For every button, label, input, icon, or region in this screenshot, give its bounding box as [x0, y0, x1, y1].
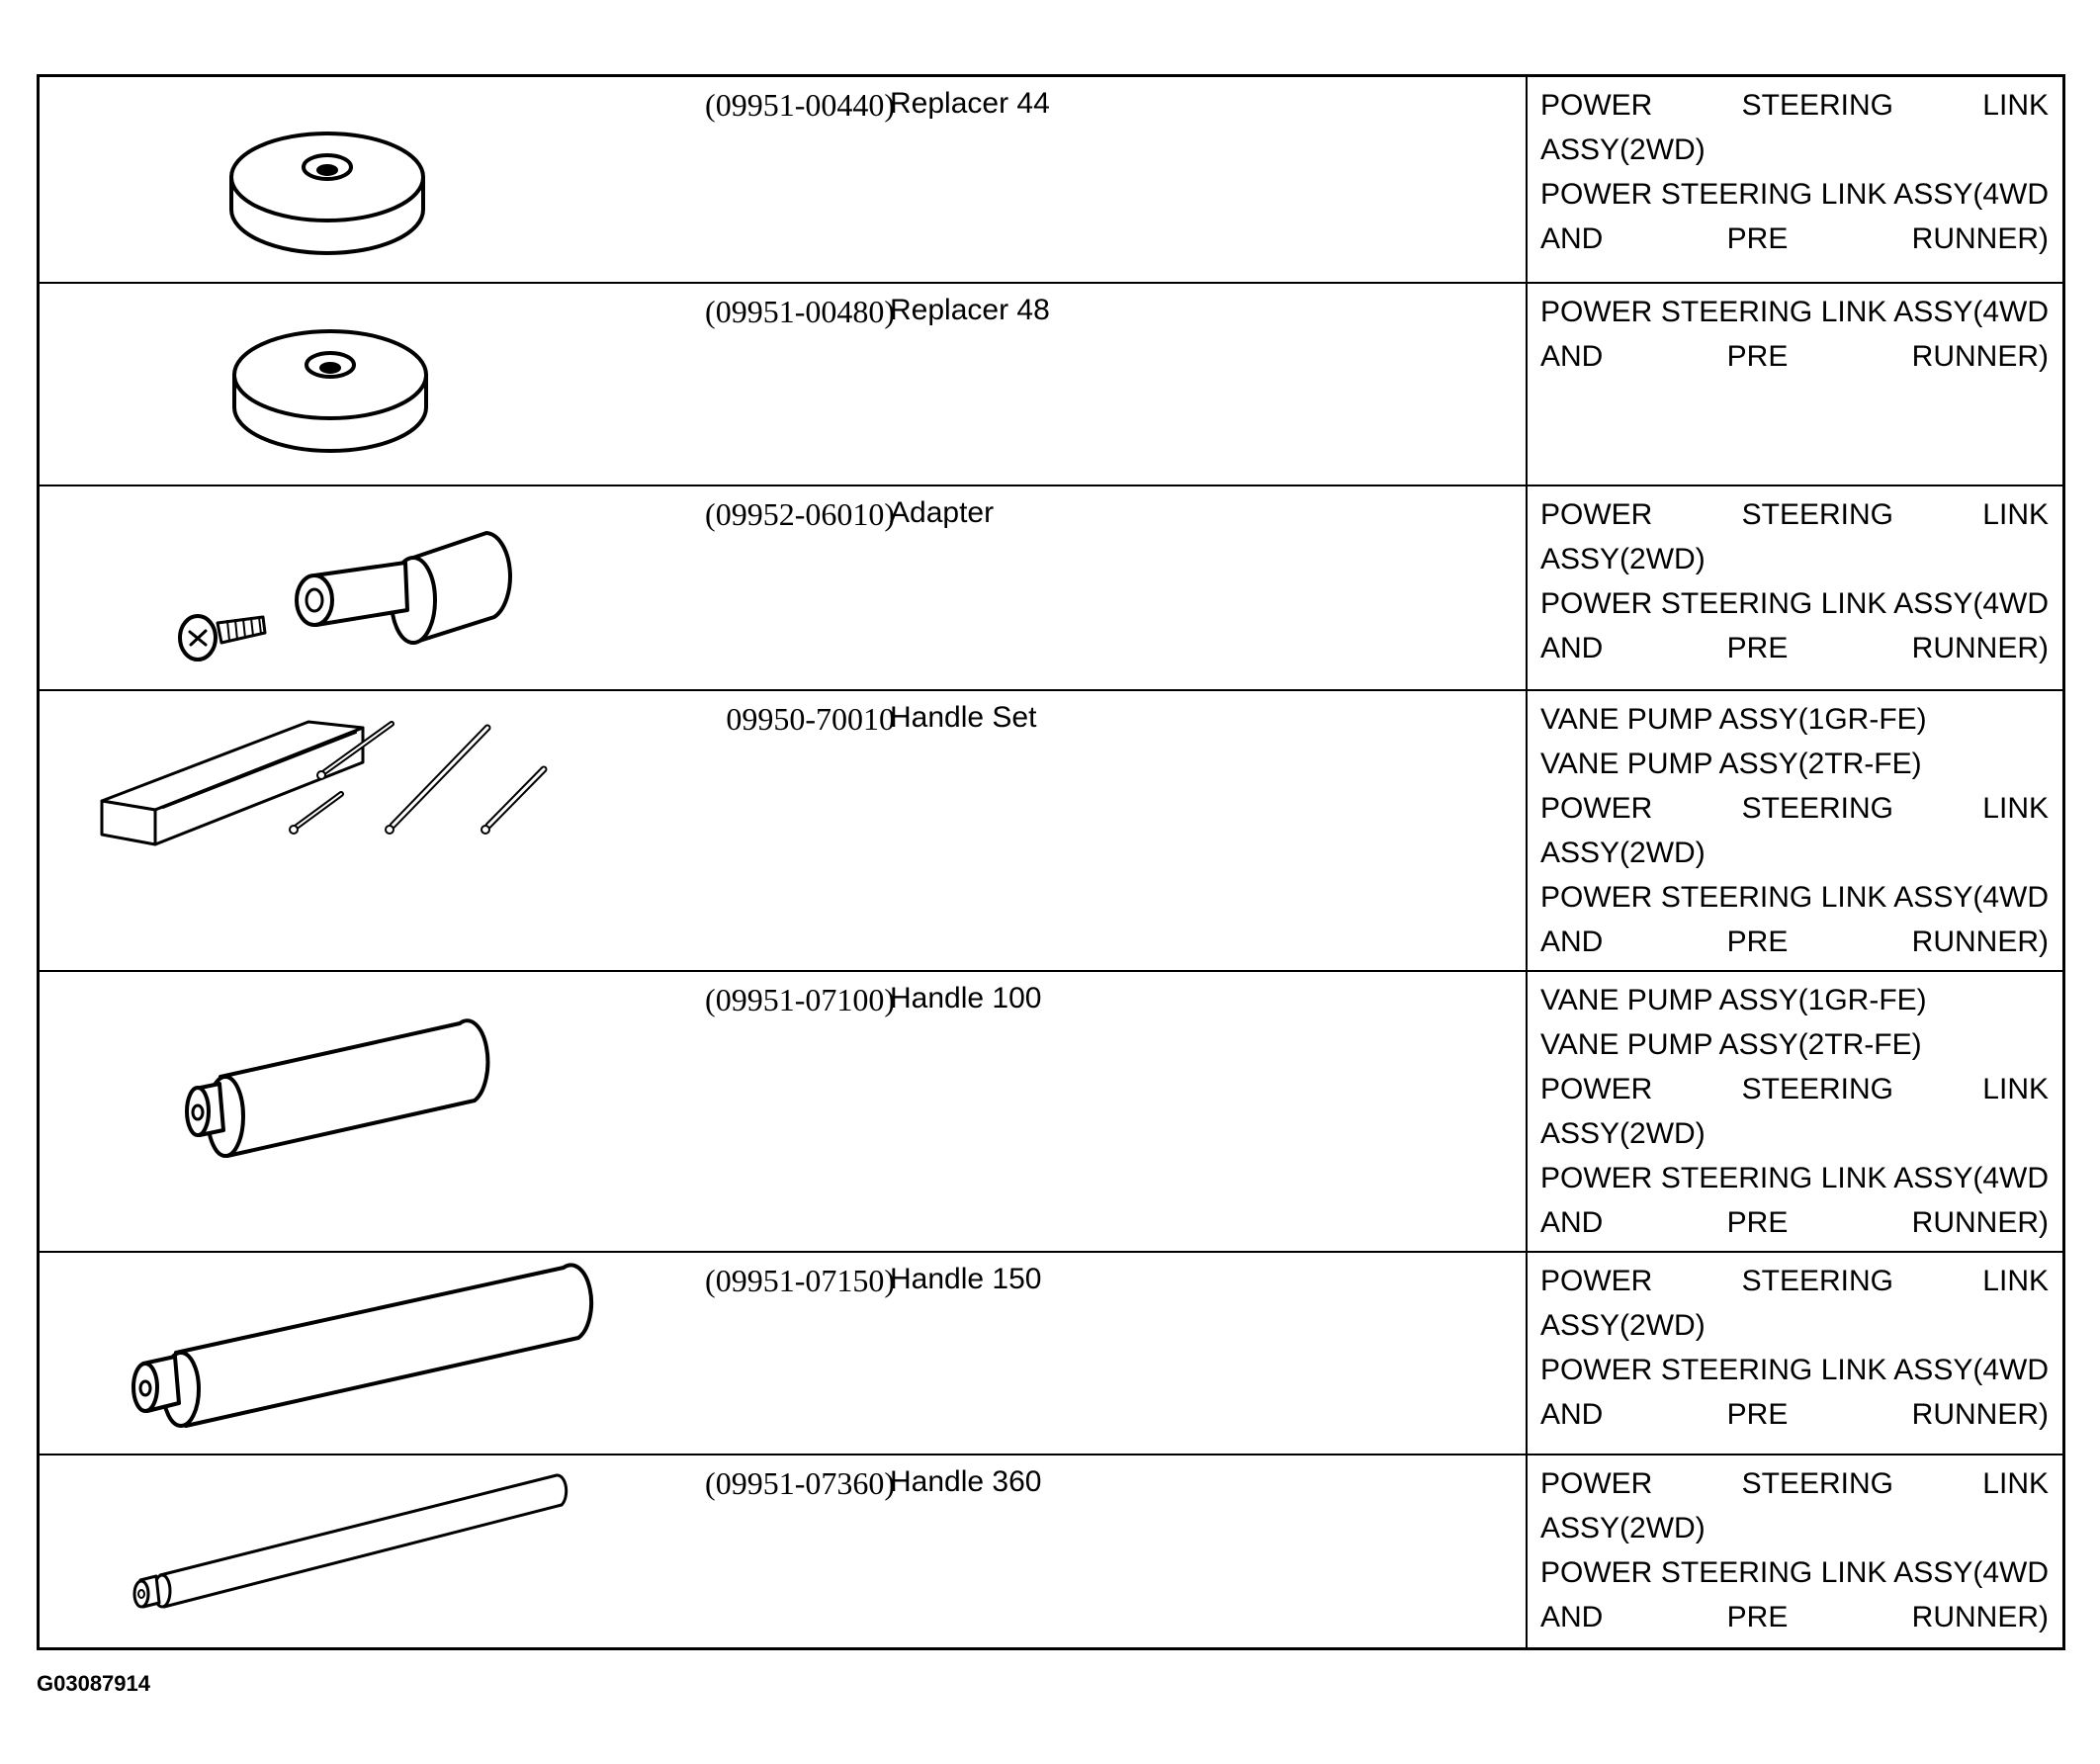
part-number: 09950-70010	[726, 701, 895, 737]
adapter-illustration-icon	[40, 486, 633, 689]
tool-name: Adapter	[890, 496, 995, 529]
application-item: POWER STEERING LINK ASSY(2WD)	[1540, 1265, 2049, 1342]
tool-name: Replacer 48	[890, 294, 1050, 326]
applications-list	[1540, 1259, 2049, 1437]
part-number: (09951-07360)	[705, 1465, 895, 1501]
application-item: POWER STEERING LINK ASSY(4WD AND PRE RUNNER)	[1540, 178, 2049, 255]
replacer-48-illustration-icon	[40, 284, 633, 485]
handle-100-illustration-icon	[40, 972, 633, 1251]
part-number: (09952-06010)	[705, 496, 895, 532]
application-item: VANE PUMP ASSY(2TR-FE)	[1540, 1028, 1922, 1061]
applications-list	[1540, 290, 2049, 379]
application-item: VANE PUMP ASSY(1GR-FE)	[1540, 703, 1927, 736]
tool-row-adapter	[40, 485, 2062, 689]
tool-name: Handle 100	[890, 982, 1042, 1014]
tool-name: Handle Set	[890, 701, 1037, 734]
application-item: POWER STEERING LINK ASSY(4WD AND PRE RUNNER)	[1540, 1556, 2049, 1633]
tool-row-replacer-48	[40, 282, 2062, 485]
application-item: POWER STEERING LINK ASSY(2WD)	[1540, 89, 2049, 166]
handle-set-illustration-icon	[40, 691, 633, 970]
application-item: POWER STEERING LINK ASSY(4WD AND PRE RUNNER)	[1540, 296, 2049, 373]
handle-360-illustration-icon	[40, 1455, 633, 1650]
applications-list	[1540, 978, 2049, 1245]
part-number: (09951-00440)	[705, 87, 895, 123]
application-item: POWER STEERING LINK ASSY(2WD)	[1540, 1073, 2049, 1150]
application-item: VANE PUMP ASSY(1GR-FE)	[1540, 984, 1927, 1016]
application-item: POWER STEERING LINK ASSY(2WD)	[1540, 498, 2049, 575]
applications-list	[1540, 1461, 2049, 1639]
tool-name: Handle 360	[890, 1465, 1042, 1498]
applications-list	[1540, 492, 2049, 670]
applications-list	[1540, 697, 2049, 964]
special-tools-table	[37, 74, 2065, 1650]
tool-row-replacer-44	[40, 77, 2062, 282]
figure-id: G03087914	[37, 1671, 150, 1696]
handle-150-illustration-icon	[40, 1253, 633, 1454]
application-item: POWER STEERING LINK ASSY(2WD)	[1540, 1467, 2049, 1544]
tool-row-handle-100	[40, 970, 2062, 1251]
part-number: (09951-00480)	[705, 294, 895, 329]
part-number: (09951-07150)	[705, 1263, 895, 1298]
application-item: VANE PUMP ASSY(2TR-FE)	[1540, 748, 1922, 780]
application-item: POWER STEERING LINK ASSY(4WD AND PRE RUNNER)	[1540, 1354, 2049, 1431]
applications-list	[1540, 83, 2049, 261]
tool-row-handle-150	[40, 1251, 2062, 1454]
tool-row-handle-360	[40, 1454, 2062, 1650]
part-number: (09951-07100)	[705, 982, 895, 1017]
replacer-44-illustration-icon	[40, 77, 633, 280]
tool-name: Replacer 44	[890, 87, 1050, 120]
application-item: POWER STEERING LINK ASSY(4WD AND PRE RUNNER)	[1540, 881, 2049, 958]
application-item: POWER STEERING LINK ASSY(4WD AND PRE RUNNER)	[1540, 1162, 2049, 1239]
tool-row-handle-set	[40, 689, 2062, 970]
tool-name: Handle 150	[890, 1263, 1042, 1295]
application-item: POWER STEERING LINK ASSY(4WD AND PRE RUNNER)	[1540, 587, 2049, 664]
application-item: POWER STEERING LINK ASSY(2WD)	[1540, 792, 2049, 869]
